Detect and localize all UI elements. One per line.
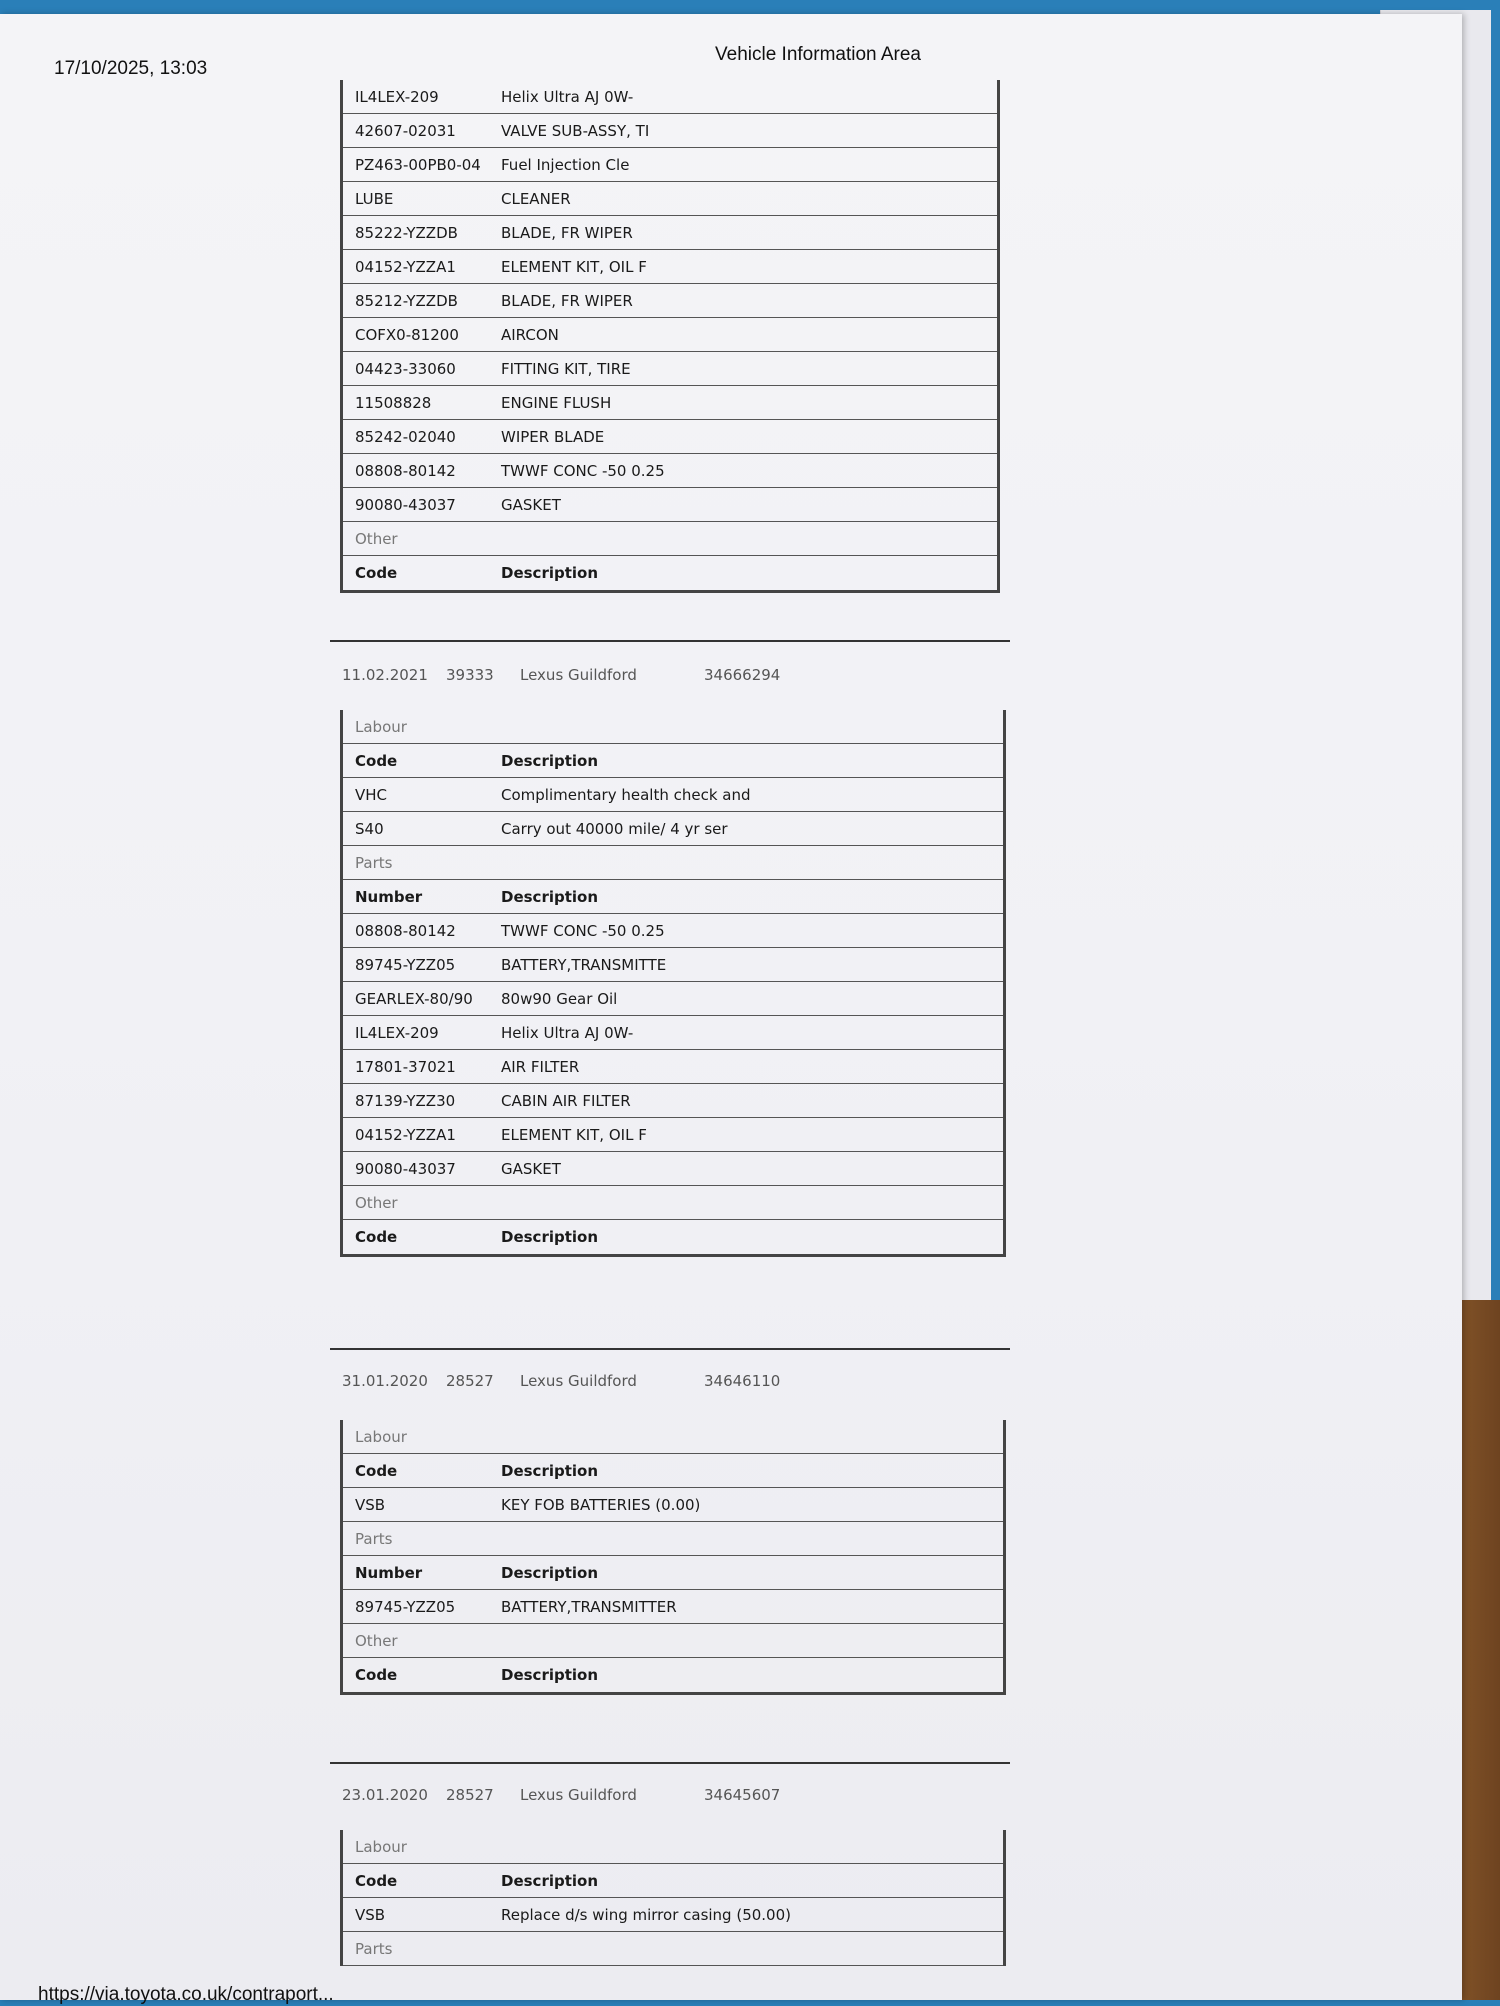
job-reference: 34666294 [704,666,781,684]
part-number: 89745-YZZ05 [355,1597,456,1616]
table-row [343,1152,1003,1186]
table-row [343,148,997,182]
section-label-other [343,522,997,556]
part-description: BATTERY,TRANSMITTE [501,955,667,974]
job-reference: 34646110 [704,1372,781,1390]
footer-url: https://via.toyota.co.uk/contraport... [38,1984,334,2005]
table-row [343,812,1003,846]
part-description: WIPER BLADE [501,427,605,446]
job-header [342,666,780,684]
section-label-parts [343,1932,1003,1966]
section-label-other [343,1624,1003,1658]
table-row [343,454,997,488]
part-description: VALVE SUB-ASSY, TI [501,121,650,140]
labour-description: Replace d/s wing mirror casing (50.00) [501,1905,791,1924]
job-reference: 34645607 [704,1786,781,1804]
part-number: COFX0-81200 [355,325,459,344]
part-description: BATTERY,TRANSMITTER [501,1597,677,1616]
number-header: Number [355,887,423,906]
part-number: 90080-43037 [355,1159,456,1178]
table-row [343,1488,1003,1522]
job-table [340,1420,1006,1695]
job-mileage: 28527 [446,1372,494,1390]
table-row [343,250,997,284]
part-description: ELEMENT KIT, OIL F [501,1125,647,1144]
table-row [343,386,997,420]
table-row [343,948,1003,982]
table-row [343,1118,1003,1152]
part-number: IL4LEX-209 [355,1023,439,1042]
table-row [343,216,997,250]
description-header: Description [501,1666,599,1684]
section-label-parts [343,1522,1003,1556]
table-row [343,318,997,352]
part-description: GASKET [501,1159,561,1178]
code-header: Code [355,1666,398,1684]
part-description: TWWF CONC -50 0.25 [501,461,665,480]
table-row [343,1590,1003,1624]
table-row [343,352,997,386]
labour-code: VSB [355,1495,386,1514]
table-header-row [343,556,997,590]
table-header-row [343,1864,1003,1898]
job-table [340,1830,1006,1966]
part-number: 08808-80142 [355,461,456,480]
part-number: 87139-YZZ30 [355,1091,456,1110]
job-header [342,1786,780,1804]
part-description: ELEMENT KIT, OIL F [501,257,647,276]
description-header: Description [501,1461,599,1480]
table-header-row [343,1556,1003,1590]
part-description: CABIN AIR FILTER [501,1091,631,1110]
part-description: CLEANER [501,189,571,208]
part-description: Fuel Injection Cle [501,155,630,174]
other-label: Other [355,1193,398,1212]
part-description: Helix Ultra AJ 0W- [501,1023,634,1042]
part-number: 89745-YZZ05 [355,955,456,974]
part-description: ENGINE FLUSH [501,393,612,412]
description-header: Description [501,1871,599,1890]
parts-label: Parts [355,853,393,872]
part-description: AIR FILTER [501,1057,580,1076]
part-description: BLADE, FR WIPER [501,223,633,242]
code-header: Code [355,1461,398,1480]
other-label: Other [355,529,398,548]
job-mileage: 28527 [446,1786,494,1804]
job-separator [330,640,1010,642]
job-table [340,710,1006,1257]
continued-parts-table [340,80,1000,593]
table-header-row [343,1658,1003,1692]
code-header: Code [355,564,398,582]
printed-page [0,14,1462,2005]
job-date: 23.01.2020 [342,1786,428,1804]
table-row [343,982,1003,1016]
section-label-labour [343,1420,1003,1454]
page-title: Vehicle Information Area [715,44,921,65]
print-timestamp: 17/10/2025, 13:03 [54,58,208,79]
part-number: 90080-43037 [355,495,456,514]
table-row [343,182,997,216]
section-label-labour [343,1830,1003,1864]
table-row [343,80,997,114]
part-number: 04152-YZZA1 [355,1125,456,1144]
number-header: Number [355,1563,423,1582]
part-description: TWWF CONC -50 0.25 [501,921,665,940]
part-number: 04423-33060 [355,359,456,378]
part-number: PZ463-00PB0-04 [355,155,481,174]
part-description: GASKET [501,495,561,514]
part-description: Helix Ultra AJ 0W- [501,87,634,106]
table-row [343,1898,1003,1932]
part-number: 85212-YZZDB [355,291,458,310]
table-row [343,114,997,148]
section-label-other [343,1186,1003,1220]
table-row [343,1050,1003,1084]
part-number: 17801-37021 [355,1057,456,1076]
labour-code: VSB [355,1905,386,1924]
labour-label: Labour [355,717,407,736]
description-header: Description [501,751,599,770]
part-number: IL4LEX-209 [355,87,439,106]
job-dealer: Lexus Guildford [520,1786,637,1804]
table-header-row [343,1220,1003,1254]
labour-description: Complimentary health check and [501,785,751,804]
table-row [343,914,1003,948]
job-date: 31.01.2020 [342,1372,428,1390]
labour-description: Carry out 40000 mile/ 4 yr ser [501,819,728,838]
table-header-row [343,1454,1003,1488]
other-label: Other [355,1631,398,1650]
part-number: 85222-YZZDB [355,223,458,242]
description-header: Description [501,564,599,582]
job-dealer: Lexus Guildford [520,1372,637,1390]
part-description: FITTING KIT, TIRE [501,359,631,378]
labour-code: S40 [355,819,384,838]
job-dealer: Lexus Guildford [520,666,637,684]
part-description: AIRCON [501,325,559,344]
labour-label: Labour [355,1837,407,1856]
part-number: 04152-YZZA1 [355,257,456,276]
job-header [342,1372,780,1390]
table-header-row [343,744,1003,778]
table-row [343,1016,1003,1050]
code-header: Code [355,1871,398,1890]
description-header: Description [501,1563,599,1582]
job-mileage: 39333 [446,666,494,684]
part-number: GEARLEX-80/90 [355,989,473,1008]
part-number: 85242-02040 [355,427,456,446]
description-header: Description [501,887,599,906]
job-separator [330,1762,1010,1764]
table-row [343,284,997,318]
job-separator [330,1348,1010,1350]
part-number: 11508828 [355,393,432,412]
part-number: 08808-80142 [355,921,456,940]
section-label-parts [343,846,1003,880]
parts-label: Parts [355,1529,393,1548]
table-row [343,1084,1003,1118]
table-header-row [343,880,1003,914]
job-date: 11.02.2021 [342,666,428,684]
part-number: 42607-02031 [355,121,456,140]
labour-code: VHC [355,785,388,804]
table-row [343,778,1003,812]
section-label-labour [343,710,1003,744]
labour-label: Labour [355,1427,407,1446]
table-row [343,420,997,454]
parts-label: Parts [355,1939,393,1958]
part-description: BLADE, FR WIPER [501,291,633,310]
code-header: Code [355,1228,398,1246]
part-number: LUBE [355,189,394,208]
code-header: Code [355,751,398,770]
table-row [343,488,997,522]
labour-description: KEY FOB BATTERIES (0.00) [501,1495,701,1514]
description-header: Description [501,1228,599,1246]
part-description: 80w90 Gear Oil [501,989,618,1008]
